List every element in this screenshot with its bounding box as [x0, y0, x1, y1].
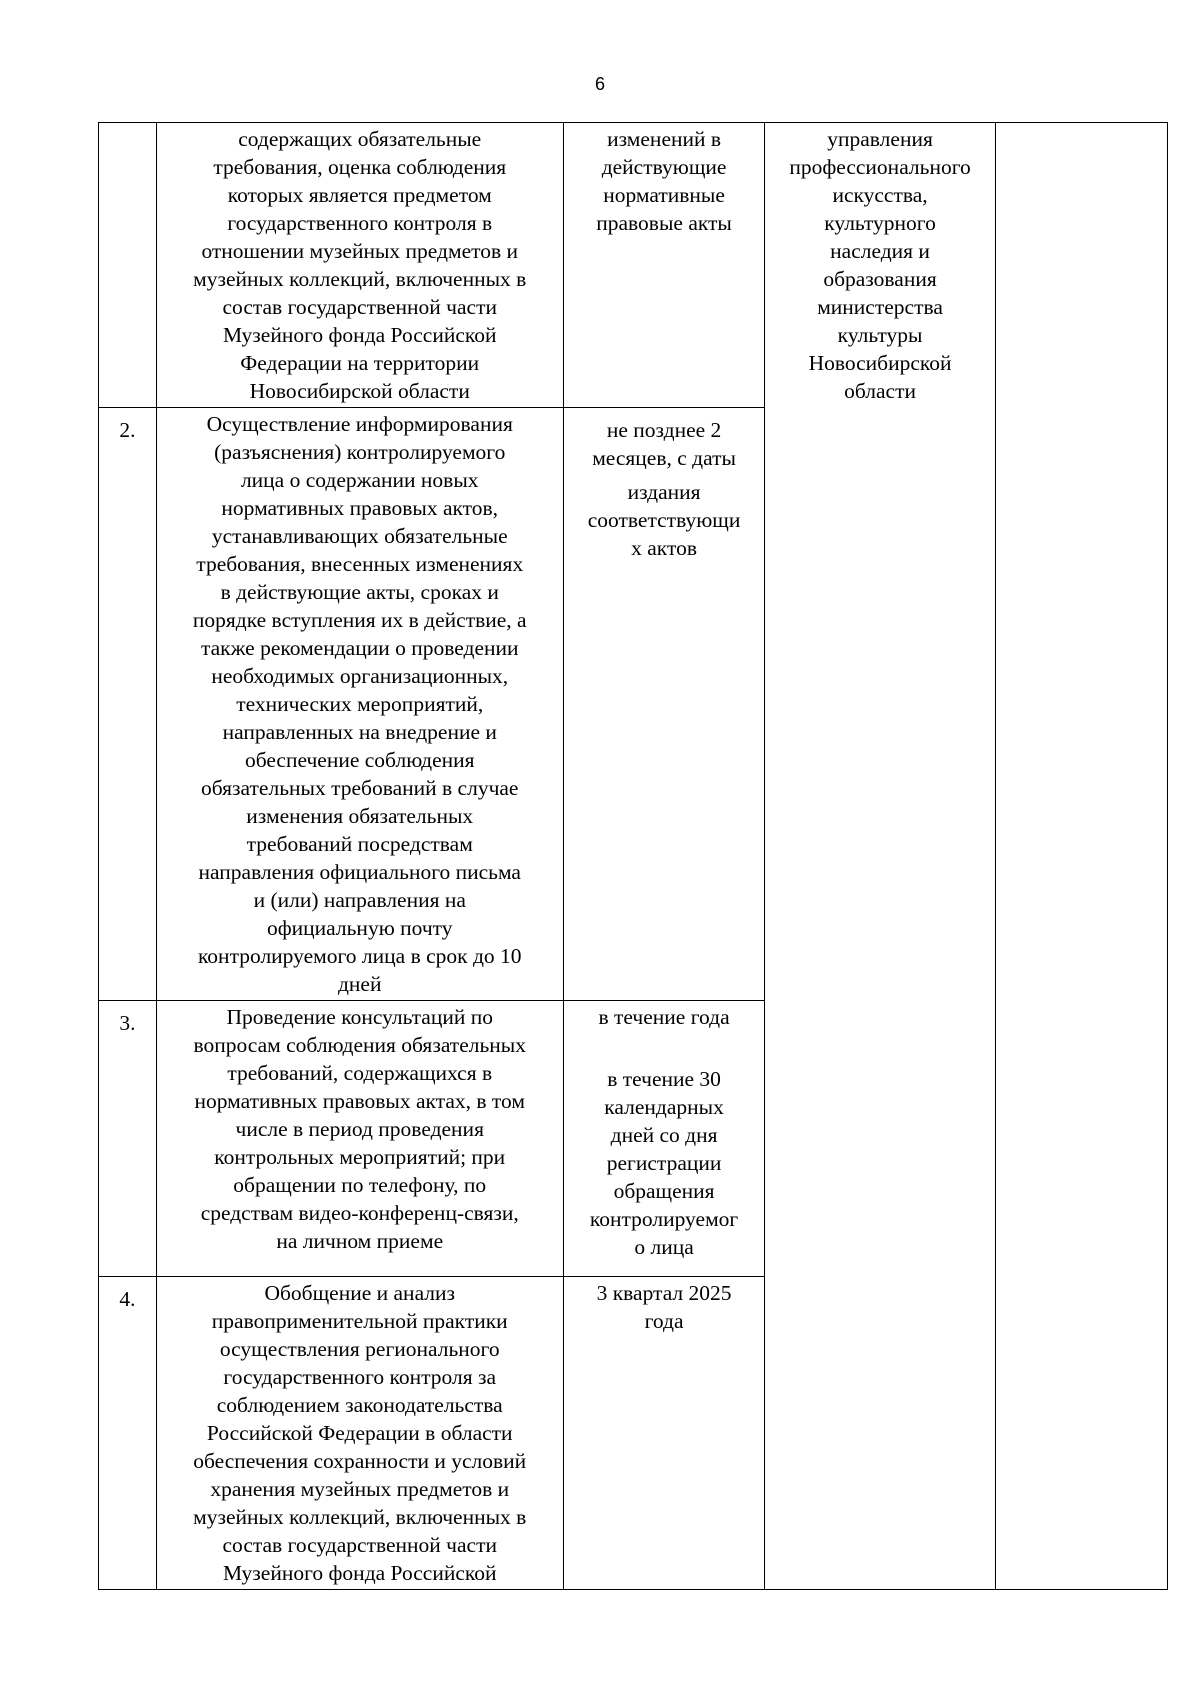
- row-number: [99, 123, 157, 408]
- activity-cell: Осуществление информирования (разъяснения) контролируемого лица о содержании новых нормативных правовых актов, устанавливающих обязательные требования, внесенных изменениях в действующие акты, сроках и порядке вступления их в действие, а также рекомендации о проведении необходимых организационных, технических мероприятий, направленных на внедрение и обеспечение соблюдения обязательных требований в случае изменения обязательных требований посредствам направления официального письма и (или) направления на официальную почту контролируемого лица в срок до 10 дней: [156, 408, 563, 1001]
- responsible-cell: управления профессионального искусства, культурного наследия и образования министерства культуры Новосибирской области: [765, 123, 995, 1590]
- activity-cell: Проведение консультаций по вопросам соблюдения обязательных требований, содержащихся в нормативных правовых актах, в том числе в период проведения контрольных мероприятий; при обращении по телефону, по средствам видео-конференц-связи, на личном приеме: [156, 1001, 563, 1277]
- plan-table: [98, 122, 1168, 1590]
- row-number: 4.: [99, 1277, 157, 1590]
- activity-cell: Обобщение и анализ правоприменительной практики осуществления регионального государственного контроля за соблюдением законодательства Российской Федерации в области обеспечения сохранности и условий хранения музейных предметов и музейных коллекций, включенных в состав государственной части Музейного фонда Российской: [156, 1277, 563, 1590]
- page-number: 6: [594, 74, 605, 94]
- deadline-cell: изменений в действующие нормативные правовые акты: [563, 123, 765, 408]
- deadline-cell: 3 квартал 2025 года: [563, 1277, 765, 1590]
- deadline-cell: не позднее 2 месяцев, с даты издания соответствующи х актов: [563, 408, 765, 1001]
- activity-cell: содержащих обязательные требования, оценка соблюдения которых является предметом государственного контроля в отношении музейных предметов и музейных коллекций, включенных в состав государственной части Музейного фонда Российской Федерации на территории Новосибирской области: [156, 123, 563, 408]
- deadline-cell: в течение года в течение 30 календарных дней со дня регистрации обращения контролируемог о лица: [563, 1001, 765, 1277]
- notes-cell: [995, 123, 1167, 1590]
- row-number: 2.: [99, 408, 157, 1001]
- row-number: 3.: [99, 1001, 157, 1277]
- table-row: [99, 123, 1168, 408]
